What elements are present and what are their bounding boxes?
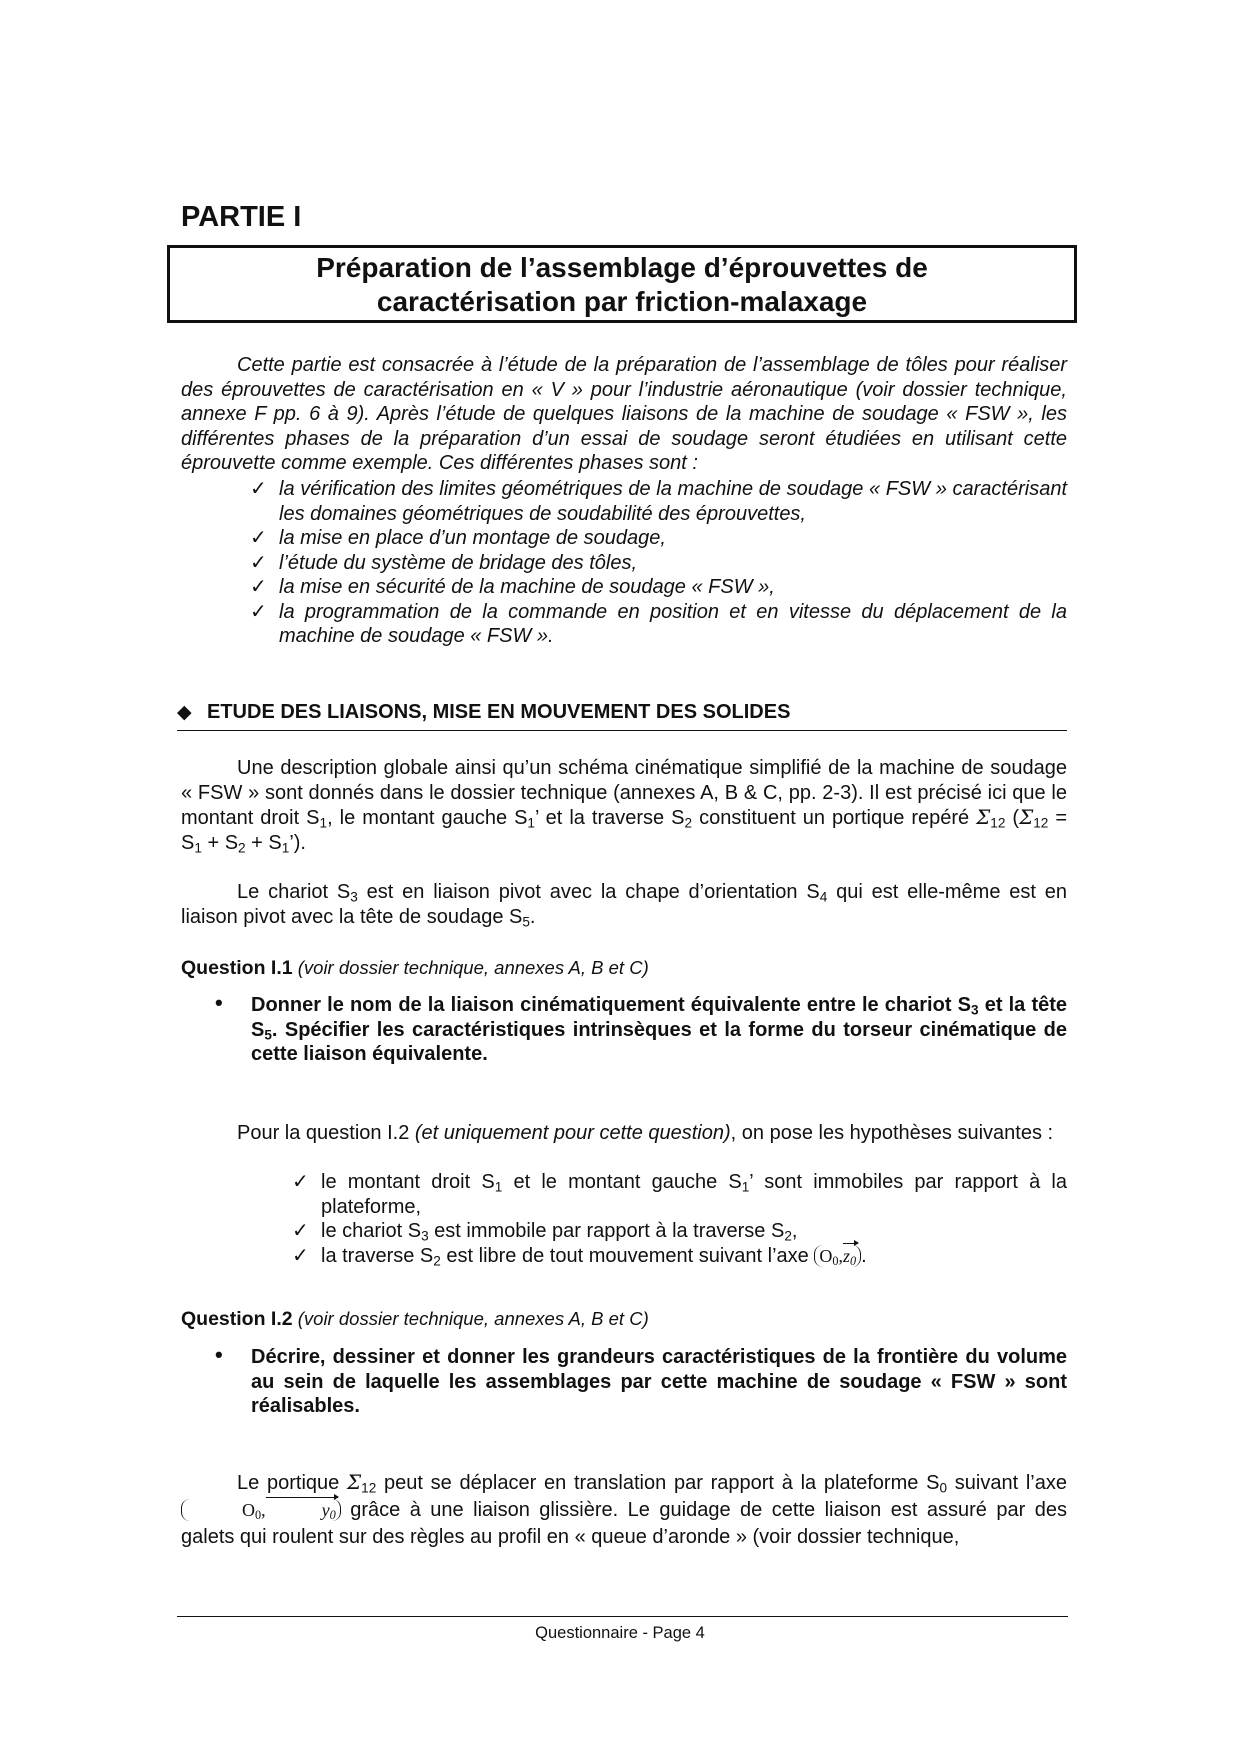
list-item: ✓ la mise en place d’un montage de soudage,	[250, 527, 666, 549]
round-bullet-icon: •	[215, 1342, 223, 1367]
round-bullet-icon: •	[215, 990, 223, 1015]
axis-o0-z0: $O_0,z_0$	[814, 1245, 861, 1267]
question-2-ref: (voir dossier technique, annexes A, B et C)	[297, 1308, 649, 1329]
question-1-title	[181, 957, 649, 980]
part-heading: PARTIE I	[181, 201, 302, 233]
list-item: ✓ le montant droit $S_1$ et le montant gauche $S_1$’ sont immobiles par rapport à la plateforme,	[292, 1171, 1068, 1218]
check-mark-icon: ✓	[250, 478, 267, 500]
hypotheses-list	[292, 1170, 1068, 1268]
question-2-title	[181, 1308, 649, 1331]
check-mark-icon: ✓	[250, 551, 267, 574]
list-item: ✓ la programmation de la commande en position et en vitesse du déplacement de la machine de soudage « FSW ».	[250, 600, 1067, 647]
axis-o0-y0: $O_0$, $y_0$	[181, 1499, 341, 1521]
hypotheses-intro: Pour la question I.2 (et uniquement pour cette question), on pose les hypothèses suivantes :	[237, 1122, 1054, 1144]
page-footer: Questionnaire - Page 4	[535, 1624, 705, 1642]
check-mark-icon: ✓	[250, 600, 267, 623]
footer-divider	[177, 1616, 1068, 1617]
description-paragraph: Une description globale ainsi qu’un schéma cinématique simplifié de la machine de soudage « FSW » sont donnés dans le dossier technique (annexes A, B & C, pp. 2-3). Il est précisé ici que le montant droit $S_1$, le montant gauche $S_1$’ et la traverse $S_2$ constituent un portique repéré $\Sigma_{12}$ ($\Sigma_{12} = S_1 + S_2$ + $S_1$’).	[181, 757, 1068, 855]
question-1-text: • Donner le nom de la liaison cinématiquement équivalente entre le chariot $S_3$ et la tête $S_5$. Spécifier les caractéristiques intrinsèques et la forme du torseur cinématique de cette liaison équivalente.	[215, 990, 1068, 1065]
check-mark-icon: ✓	[250, 527, 267, 549]
check-mark-icon: ✓	[292, 1220, 309, 1242]
section-heading: ◆ ETUDE DES LIAISONS, MISE EN MOUVEMENT DES SOLIDES	[177, 697, 1067, 731]
list-item: ✓ la traverse $S_2$ est libre de tout mouvement suivant l’axe $O_0,z_0$ .	[292, 1244, 867, 1268]
check-mark-icon: ✓	[292, 1244, 309, 1267]
list-item: ✓ la mise en sécurité de la machine de soudage « FSW »,	[250, 576, 775, 598]
title-box	[167, 245, 1077, 323]
intro-phase-list	[250, 477, 1067, 649]
intro-paragraph: Cette partie est consacrée à l’étude de la préparation de l’assemblage de tôles pour réaliser des éprouvettes de caractérisation en « V » pour l’industrie aéronautique (voir dossier technique, annexe F pp. 6 à 9). Après l’étude de quelques liaisons de la machine de soudage « FSW », les différentes phases de la préparation d’un essai de soudage seront étudiées en utilisant cette éprouvette comme exemple. Ces différentes phases sont :	[181, 354, 1067, 474]
diamond-bullet-icon: ◆	[177, 702, 192, 723]
list-item: ✓ la vérification des limites géométriques de la machine de soudage « FSW » caractérisant les domaines géométriques de soudabilité des éprouvettes,	[250, 478, 1067, 525]
check-mark-icon: ✓	[250, 576, 267, 598]
question-1-label: Question I.1	[181, 957, 293, 979]
question-2-label: Question I.2	[181, 1308, 293, 1330]
chariot-paragraph: Le chariot $S_3$ est en liaison pivot avec la chape d’orientation $S_4$ qui est elle-même est en liaison pivot avec la tête de soudage $S_5$.	[181, 881, 1068, 929]
check-mark-icon: ✓	[292, 1171, 309, 1193]
title-line-2: caractérisation par friction-malaxage	[376, 286, 868, 317]
title-line-1: Préparation de l’assemblage d’éprouvettes de	[316, 252, 928, 283]
question-1-ref: (voir dossier technique, annexes A, B et C)	[297, 957, 649, 978]
list-item: ✓ le chariot $S_3$ est immobile par rapport à la traverse $S_2$,	[292, 1220, 798, 1244]
question-2-text: • Décrire, dessiner et donner les grandeurs caractéristiques de la frontière du volume au sein de laquelle les assemblages par cette machine de soudage « FSW » sont réalisables.	[215, 1342, 1067, 1417]
portique-paragraph: Le portique $\Sigma_{12}$ peut se déplacer en translation par rapport à la plateforme $S_0$ suivant l’axe $O_0$, $y_0$ grâce à une liaison glissière. Le guidage de cette liaison est assuré par des galets qui roulent sur des règles au profil en « queue d’aronde » (voir dossier technique,	[181, 1470, 1067, 1548]
list-item: ✓ l’étude du système de bridage des tôles,	[250, 551, 637, 574]
